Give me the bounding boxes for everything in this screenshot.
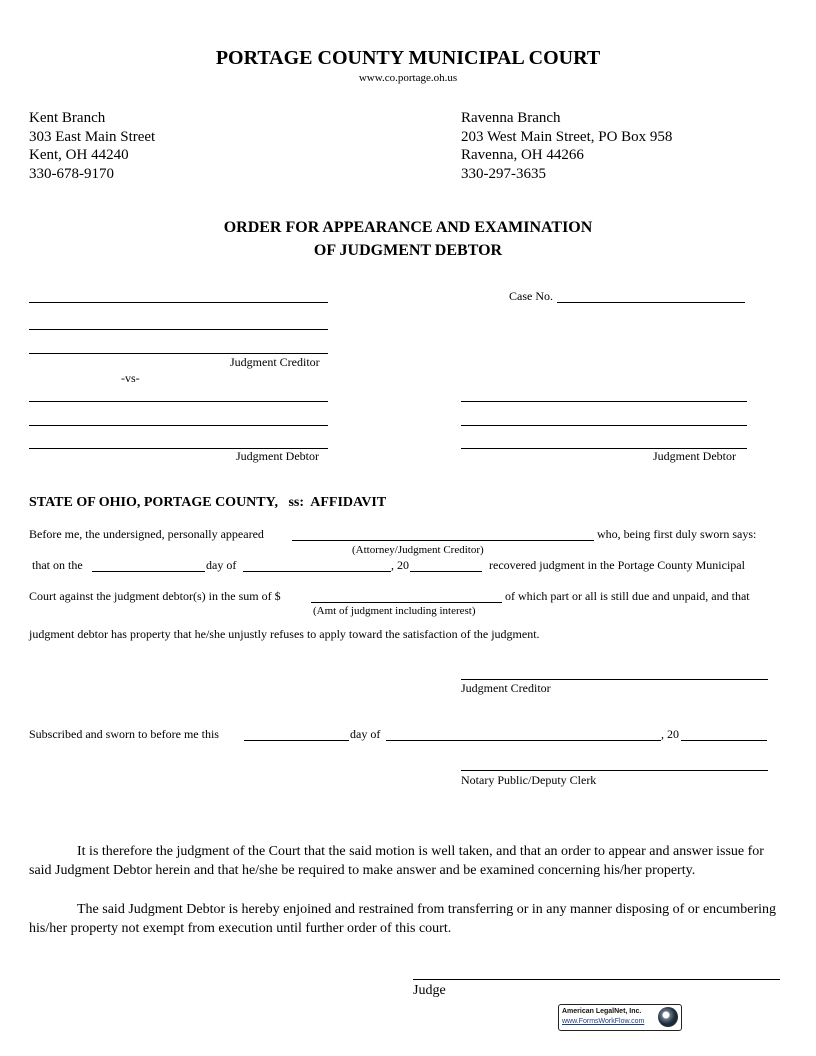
- globe-icon: [658, 1007, 678, 1027]
- affidavit-line-2-c: , 20: [391, 558, 409, 572]
- order-paragraph-2: The said Judgment Debtor is hereby enjoined and restrained from transferring or in any manner disposing of or encumbering his/her property not exempt from execution until further order of this court.: [29, 902, 777, 936]
- creditor-name-line-3[interactable]: [29, 353, 328, 354]
- branch-city: Kent, OH 44240: [29, 147, 129, 163]
- debtor-name-line-1[interactable]: [29, 401, 328, 402]
- logo-company-name: American LegalNet, Inc.: [562, 1008, 642, 1015]
- notary-signature-line[interactable]: [461, 770, 768, 771]
- sworn-day-line[interactable]: [244, 740, 349, 741]
- amount-caption: (Amt of judgment including interest): [313, 605, 476, 617]
- form-title-line-2: OF JUDGMENT DEBTOR: [313, 242, 503, 259]
- affiant-name-line[interactable]: [292, 540, 594, 541]
- ravenna-branch-address: [461, 109, 672, 183]
- notary-label: Notary Public/Deputy Clerk: [461, 773, 597, 787]
- affidavit-line-3-b: of which part or all is still due and unpaid, and that: [505, 589, 750, 603]
- branch-name: Ravenna Branch: [461, 110, 561, 126]
- judgment-creditor-label: Judgment Creditor: [230, 355, 320, 369]
- sworn-line-a: Subscribed and sworn to before me this: [29, 727, 219, 741]
- judge-signature-line[interactable]: [413, 979, 780, 980]
- affidavit-line-2-a: that on the: [32, 558, 83, 572]
- form-title-line-1: ORDER FOR APPEARANCE AND EXAMINATION: [223, 219, 593, 236]
- affidavit-heading: STATE OF OHIO, PORTAGE COUNTY, ss: AFFIDAVIT: [29, 495, 387, 510]
- affidavit-line-3-a: Court against the judgment debtor(s) in the sum of $: [29, 589, 281, 603]
- sworn-line-b: day of: [350, 727, 381, 741]
- debtor-name-line-2[interactable]: [29, 425, 328, 426]
- affidavit-line-1-end: who, being first duly sworn says:: [597, 527, 757, 541]
- court-name: PORTAGE COUNTY MUNICIPAL COURT: [215, 47, 601, 69]
- court-website: www.co.portage.oh.us: [358, 72, 458, 84]
- affidavit-line-2-b: day of: [206, 558, 237, 572]
- judgment-month-line[interactable]: [243, 571, 391, 572]
- logo-url[interactable]: www.FormsWorkFlow.com: [562, 1018, 645, 1025]
- sworn-month-line[interactable]: [386, 740, 661, 741]
- creditor-signature-line[interactable]: [461, 679, 768, 680]
- branch-street: 203 West Main Street, PO Box 958: [461, 128, 673, 145]
- judgment-debtor-label: Judgment Debtor: [236, 449, 319, 463]
- affidavit-line-1-start: Before me, the undersigned, personally appeared: [29, 527, 264, 541]
- branch-street: 303 East Main Street: [29, 128, 156, 145]
- sworn-year-line[interactable]: [681, 740, 767, 741]
- second-judgment-debtor-label: Judgment Debtor: [653, 449, 736, 463]
- judgment-day-line[interactable]: [92, 571, 205, 572]
- versus-label: -vs-: [121, 371, 140, 385]
- creditor-name-line-1[interactable]: [29, 302, 328, 303]
- case-number-label: Case No.: [509, 289, 553, 303]
- affidavit-line-4: judgment debtor has property that he/she unjustly refuses to apply toward the satisfaction of the judgment.: [29, 627, 540, 641]
- order-paragraph-1: It is therefore the judgment of the Court that the said motion is well taken, and that an order to appear and answer issue for said Judgment Debtor herein and that he/she be required to make answer and be examined concerning his/her property.: [29, 844, 764, 878]
- branch-phone: 330-297-3635: [461, 165, 546, 182]
- judge-label: Judge: [413, 983, 446, 998]
- attorney-caption: (Attorney/Judgment Creditor): [352, 544, 484, 556]
- sworn-line-c: , 20: [661, 727, 679, 741]
- branch-name: Kent Branch: [29, 110, 106, 126]
- second-debtor-line-2[interactable]: [461, 425, 747, 426]
- case-number-line[interactable]: [557, 302, 745, 303]
- judgment-amount-line[interactable]: [311, 602, 502, 603]
- kent-branch-address: [29, 109, 155, 183]
- second-debtor-line-1[interactable]: [461, 401, 747, 402]
- branch-city: Ravenna, OH 44266: [461, 147, 584, 163]
- judgment-year-line[interactable]: [410, 571, 482, 572]
- creditor-name-line-2[interactable]: [29, 329, 328, 330]
- affidavit-line-2-d: recovered judgment in the Portage County Municipal: [489, 558, 745, 572]
- branch-phone: 330-678-9170: [29, 165, 114, 182]
- creditor-signature-label: Judgment Creditor: [461, 681, 551, 695]
- american-legalnet-logo[interactable]: [558, 1004, 682, 1031]
